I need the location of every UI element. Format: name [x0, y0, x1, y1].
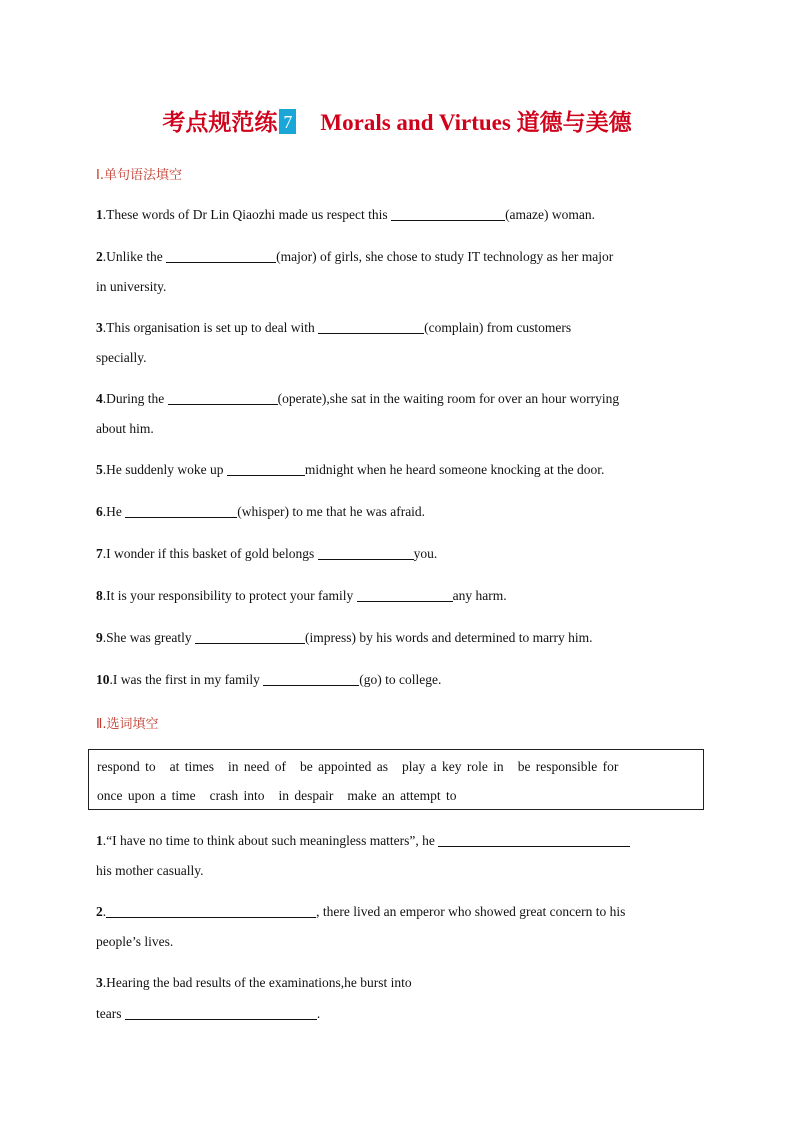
- section-heading-grammar: Ⅰ.单句语法填空: [96, 168, 182, 183]
- answer-blank[interactable]: [195, 629, 305, 644]
- word-choice-question-1-continued: his mother casually.: [96, 863, 204, 878]
- question-number: 10: [96, 672, 110, 687]
- answer-blank[interactable]: [106, 903, 316, 918]
- question-9: 9.She was greatly (impress) by his words and determined to marry him.: [96, 630, 593, 645]
- answer-blank[interactable]: [318, 545, 414, 560]
- question-number: 4: [96, 391, 103, 406]
- word-bank-phrase: make an attempt to: [347, 788, 457, 803]
- word-choice-question-3: 3.Hearing the bad results of the examinations,he burst into: [96, 975, 412, 990]
- word-bank-phrase: once upon a time: [97, 788, 196, 803]
- word-bank-phrase: in need of: [228, 759, 286, 774]
- word-bank-phrase: be responsible for: [517, 759, 619, 774]
- word-bank-phrase: be appointed as: [299, 759, 388, 774]
- question-number: 2: [96, 904, 103, 919]
- word-bank-phrase: crash into: [209, 788, 265, 803]
- word-bank-phrase: play a key role in: [401, 759, 504, 774]
- question-number: 8: [96, 588, 103, 603]
- answer-blank[interactable]: [125, 1005, 317, 1020]
- question-number: 2: [96, 249, 103, 264]
- answer-blank[interactable]: [391, 206, 505, 221]
- answer-blank[interactable]: [125, 503, 237, 518]
- title-english: Morals and Virtues: [320, 110, 511, 135]
- word-choice-question-3-continued: tears .: [96, 1006, 321, 1021]
- question-5: 5.He suddenly woke up midnight when he heard someone knocking at the door.: [96, 462, 605, 477]
- question-number: 6: [96, 504, 103, 519]
- answer-blank[interactable]: [166, 248, 276, 263]
- answer-blank[interactable]: [318, 319, 424, 334]
- question-number: 9: [96, 630, 103, 645]
- word-choice-question-2-continued: people’s lives.: [96, 934, 174, 949]
- question-number: 7: [96, 546, 103, 561]
- question-2-continued: in university.: [96, 279, 167, 294]
- question-4: 4.During the (operate),she sat in the waiting room for over an hour worrying: [96, 391, 620, 406]
- page-title: [0, 104, 794, 137]
- question-2: 2.Unlike the (major) of girls, she chose to study IT technology as her major: [96, 249, 614, 264]
- question-number: 3: [96, 975, 103, 990]
- answer-blank[interactable]: [168, 390, 278, 405]
- word-choice-question-1: 1.“I have no time to think about such meaningless matters”, he: [96, 826, 696, 855]
- question-number: 1: [96, 207, 103, 222]
- question-3-continued: specially.: [96, 350, 147, 365]
- word-bank-row-1: [97, 759, 618, 775]
- section-heading-word-choice: Ⅱ.选词填空: [96, 717, 159, 732]
- question-7: 7.I wonder if this basket of gold belongs you.: [96, 546, 438, 561]
- title-prefix: 考点规范练: [162, 110, 278, 135]
- question-1: 1.These words of Dr Lin Qiaozhi made us respect this (amaze) woman.: [96, 207, 596, 222]
- word-bank-phrase: at times: [169, 759, 214, 774]
- title-chinese: 道德与美德: [516, 110, 632, 135]
- question-number: 5: [96, 462, 103, 477]
- word-bank-phrase: respond to: [97, 759, 156, 774]
- question-number: 1: [96, 833, 103, 848]
- word-choice-question-2: 2. , there lived an emperor who showed great concern to his: [96, 904, 626, 919]
- word-bank-phrase: in despair: [278, 788, 334, 803]
- question-8: 8.It is your responsibility to protect your family any harm.: [96, 588, 507, 603]
- question-3: 3.This organisation is set up to deal with (complain) from customers: [96, 320, 572, 335]
- question-4-continued: about him.: [96, 421, 154, 436]
- word-bank: [88, 749, 704, 810]
- answer-blank[interactable]: [438, 832, 630, 847]
- question-10: 10.I was the first in my family (go) to college.: [96, 672, 442, 687]
- question-6: 6.He (whisper) to me that he was afraid.: [96, 504, 426, 519]
- word-bank-row-2: [97, 788, 470, 804]
- answer-blank[interactable]: [357, 587, 453, 602]
- exercise-number-badge: 7: [279, 109, 296, 134]
- answer-blank[interactable]: [227, 461, 305, 476]
- question-number: 3: [96, 320, 103, 335]
- answer-blank[interactable]: [263, 671, 359, 686]
